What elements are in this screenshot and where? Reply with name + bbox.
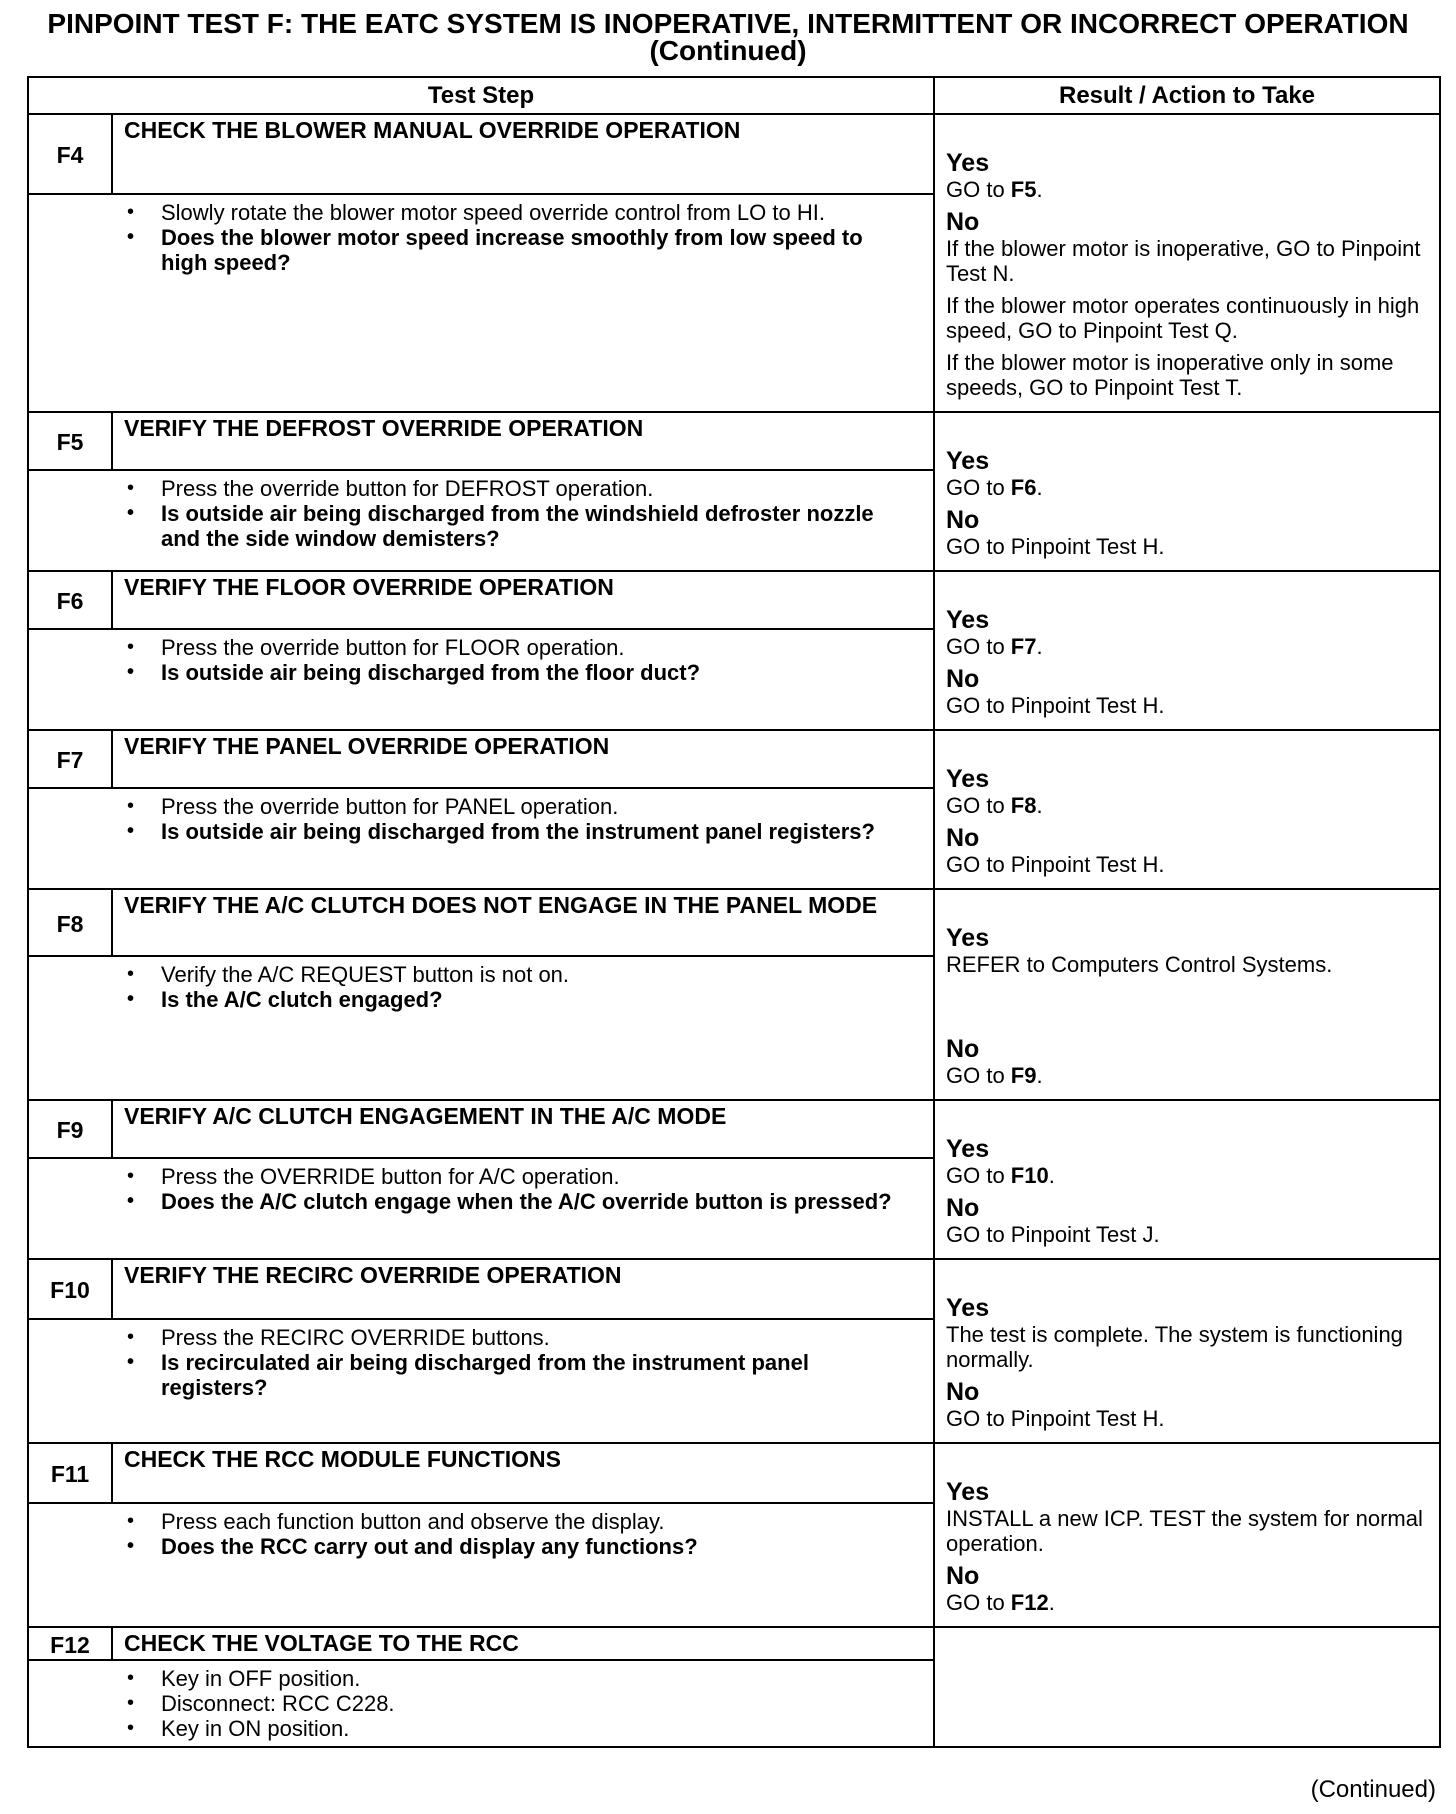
step-id-f12: F12 <box>28 1627 112 1660</box>
step-body-f6 <box>112 629 934 730</box>
result-no-label: No <box>946 1194 980 1222</box>
pinpoint-test-table <box>27 76 1441 1748</box>
result-yes-step-ref: F10 <box>1010 1163 1049 1188</box>
result-yes-text-part: . <box>1036 793 1043 818</box>
steps-body <box>28 114 1440 1747</box>
step-action: • Disconnect: RCC C228. <box>124 1691 893 1716</box>
step-bullets <box>124 635 893 685</box>
step-body-f4 <box>112 194 934 412</box>
step-bullets <box>124 1164 893 1214</box>
result-yes-label: Yes <box>946 765 990 793</box>
step-blank-cell <box>28 1319 112 1443</box>
result-yes-text-part: REFER to Computers Control Systems. <box>946 952 1333 977</box>
result-yes-text <box>946 177 1431 202</box>
result-no-text: If the blower motor operates continuously in high speed, GO to Pinpoint Test Q. <box>946 293 1420 343</box>
step-bullets <box>124 476 893 551</box>
step-action: • Press each function button and observe the display. <box>124 1509 893 1534</box>
step-id-f9: F9 <box>28 1100 112 1158</box>
result-yes-step-ref: F8 <box>1010 793 1037 818</box>
step-action: • Key in ON position. <box>124 1716 893 1741</box>
step-title-f8: VERIFY THE A/C CLUTCH DOES NOT ENGAGE IN THE PANEL MODE <box>112 889 934 956</box>
result-cell-f8 <box>934 889 1440 1100</box>
result-no-text: GO to Pinpoint Test H. <box>946 534 1165 559</box>
result-no-label: No <box>946 1378 980 1406</box>
step-id-f11: F11 <box>28 1443 112 1503</box>
step-blank-cell <box>28 788 112 889</box>
step-title-row <box>28 571 1440 629</box>
result-yes-label: Yes <box>946 149 990 177</box>
step-blank-cell <box>28 470 112 571</box>
result-yes-text <box>946 475 1431 500</box>
result-yes-text <box>946 793 1431 818</box>
result-yes-label: Yes <box>946 1135 990 1163</box>
result-yes-text <box>946 1322 1431 1372</box>
header-result-action: Result / Action to Take <box>934 77 1440 114</box>
step-title-row <box>28 412 1440 470</box>
result-cell-f12 <box>934 1627 1440 1747</box>
step-bullets <box>124 1509 893 1559</box>
step-title-row <box>28 730 1440 788</box>
result-no-step-ref: F12 <box>1010 1590 1049 1615</box>
step-action: • Key in OFF position. <box>124 1666 893 1691</box>
result-yes-text-part: GO to <box>946 793 1011 818</box>
step-id-f10: F10 <box>28 1259 112 1319</box>
result-no-label: No <box>946 208 980 236</box>
step-title-row <box>28 1627 1440 1660</box>
step-body-f9 <box>112 1158 934 1259</box>
step-title-f10: VERIFY THE RECIRC OVERRIDE OPERATION <box>112 1259 934 1319</box>
step-blank-cell <box>28 629 112 730</box>
step-question: • Is outside air being discharged from the instrument panel registers? <box>124 819 893 844</box>
step-id-f6: F6 <box>28 571 112 629</box>
result-yes-text-part: GO to <box>946 475 1011 500</box>
step-bullets <box>124 200 893 275</box>
step-bullets <box>124 1666 893 1741</box>
result-yes-label: Yes <box>946 447 990 475</box>
step-question: • Is the A/C clutch engaged? <box>124 987 893 1012</box>
result-cell-f11 <box>934 1443 1440 1627</box>
result-no-label: No <box>946 506 980 534</box>
result-cell-f6 <box>934 571 1440 730</box>
result-no-text: GO to Pinpoint Test H. <box>946 693 1165 718</box>
result-yes-text <box>946 1506 1431 1556</box>
result-no-text: GO to Pinpoint Test H. <box>946 852 1165 877</box>
step-title-row <box>28 889 1440 956</box>
step-title-f7: VERIFY THE PANEL OVERRIDE OPERATION <box>112 730 934 788</box>
step-body-f12 <box>112 1660 934 1747</box>
step-title-f5: VERIFY THE DEFROST OVERRIDE OPERATION <box>112 412 934 470</box>
result-no-label: No <box>946 1035 980 1063</box>
result-yes-label: Yes <box>946 1294 990 1322</box>
result-cell-f9 <box>934 1100 1440 1259</box>
result-yes-text-part: The test is complete. The system is functioning normally. <box>946 1322 1403 1372</box>
result-yes-text-part: . <box>1036 634 1043 659</box>
step-id-f4: F4 <box>28 114 112 194</box>
step-title-row <box>28 1259 1440 1319</box>
result-yes-step-ref: F5 <box>1010 177 1037 202</box>
step-action: • Press the override button for PANEL operation. <box>124 794 893 819</box>
page-title <box>0 10 1456 64</box>
result-no-text: GO to Pinpoint Test H. <box>946 1406 1165 1431</box>
step-blank-cell <box>28 1503 112 1627</box>
step-title-row <box>28 1443 1440 1503</box>
step-bullets <box>124 1325 893 1400</box>
result-yes-text-part: GO to <box>946 177 1011 202</box>
step-question: • Does the blower motor speed increase smoothly from low speed to high speed? <box>124 225 893 275</box>
step-question: • Is outside air being discharged from the windshield defroster nozzle and the side window demisters? <box>124 501 893 551</box>
step-action: • Slowly rotate the blower motor speed override control from LO to HI. <box>124 200 893 225</box>
result-yes-step-ref: F6 <box>1010 475 1037 500</box>
step-action: • Press the RECIRC OVERRIDE buttons. <box>124 1325 893 1350</box>
result-yes-text-part: . <box>1036 177 1043 202</box>
step-body-f11 <box>112 1503 934 1627</box>
step-question: • Is recirculated air being discharged from the instrument panel registers? <box>124 1350 893 1400</box>
result-no-text: If the blower motor is inoperative, GO to Pinpoint Test N. <box>946 236 1421 286</box>
result-yes-label: Yes <box>946 924 990 952</box>
step-id-f8: F8 <box>28 889 112 956</box>
result-no-text: GO to F12. <box>946 1590 1055 1615</box>
step-body-f5 <box>112 470 934 571</box>
step-blank-cell <box>28 1158 112 1259</box>
step-action: • Press the OVERRIDE button for A/C operation. <box>124 1164 893 1189</box>
step-title-row <box>28 1100 1440 1158</box>
step-title-row <box>28 114 1440 194</box>
step-action: • Press the override button for FLOOR operation. <box>124 635 893 660</box>
step-blank-cell <box>28 956 112 1100</box>
result-yes-text-part: INSTALL a new ICP. TEST the system for normal operation. <box>946 1506 1423 1556</box>
result-yes-text-part: . <box>1036 475 1043 500</box>
step-id-f7: F7 <box>28 730 112 788</box>
result-yes-text-part: GO to <box>946 1163 1011 1188</box>
footer-continued: (Continued) <box>1310 1776 1436 1803</box>
result-no-label: No <box>946 665 980 693</box>
result-yes-label: Yes <box>946 1478 990 1506</box>
step-title-f9: VERIFY A/C CLUTCH ENGAGEMENT IN THE A/C MODE <box>112 1100 934 1158</box>
step-blank-cell <box>28 194 112 412</box>
result-no-text: GO to F9. <box>946 1063 1043 1088</box>
result-yes-text <box>946 634 1431 659</box>
result-no-label: No <box>946 824 980 852</box>
step-title-f11: CHECK THE RCC MODULE FUNCTIONS <box>112 1443 934 1503</box>
table-header-row <box>28 77 1440 114</box>
result-cell-f5 <box>934 412 1440 571</box>
result-no-text: GO to Pinpoint Test J. <box>946 1222 1160 1247</box>
step-bullets <box>124 962 893 1012</box>
result-no-label: No <box>946 1562 980 1590</box>
result-cell-f7 <box>934 730 1440 889</box>
step-body-f10 <box>112 1319 934 1443</box>
step-id-f5: F5 <box>28 412 112 470</box>
result-yes-label: Yes <box>946 606 990 634</box>
step-bullets <box>124 794 893 844</box>
header-test-step: Test Step <box>28 77 934 114</box>
title-line-1: PINPOINT TEST F: THE EATC SYSTEM IS INOPERATIVE, INTERMITTENT OR INCORRECT OPERATION <box>47 8 1409 39</box>
result-cell-f4 <box>934 114 1440 412</box>
result-yes-text-part: . <box>1048 1163 1055 1188</box>
result-cell-f10 <box>934 1259 1440 1443</box>
step-body-f7 <box>112 788 934 889</box>
step-question: • Does the RCC carry out and display any functions? <box>124 1534 893 1559</box>
step-action: • Press the override button for DEFROST operation. <box>124 476 893 501</box>
result-yes-step-ref: F7 <box>1010 634 1037 659</box>
step-question: • Does the A/C clutch engage when the A/C override button is pressed? <box>124 1189 893 1214</box>
result-yes-text <box>946 1163 1431 1188</box>
step-title-f4: CHECK THE BLOWER MANUAL OVERRIDE OPERATION <box>112 114 934 194</box>
step-question: • Is outside air being discharged from the floor duct? <box>124 660 893 685</box>
result-yes-text <box>946 952 1431 977</box>
result-no-text: If the blower motor is inoperative only in some speeds, GO to Pinpoint Test T. <box>946 350 1394 400</box>
step-title-f6: VERIFY THE FLOOR OVERRIDE OPERATION <box>112 571 934 629</box>
result-no-step-ref: F9 <box>1010 1063 1037 1088</box>
step-title-f12: CHECK THE VOLTAGE TO THE RCC <box>112 1627 934 1660</box>
result-yes-text-part: GO to <box>946 634 1011 659</box>
step-body-f8 <box>112 956 934 1100</box>
step-blank-cell <box>28 1660 112 1747</box>
step-action: • Verify the A/C REQUEST button is not on. <box>124 962 893 987</box>
title-line-2: (Continued) <box>649 35 807 66</box>
